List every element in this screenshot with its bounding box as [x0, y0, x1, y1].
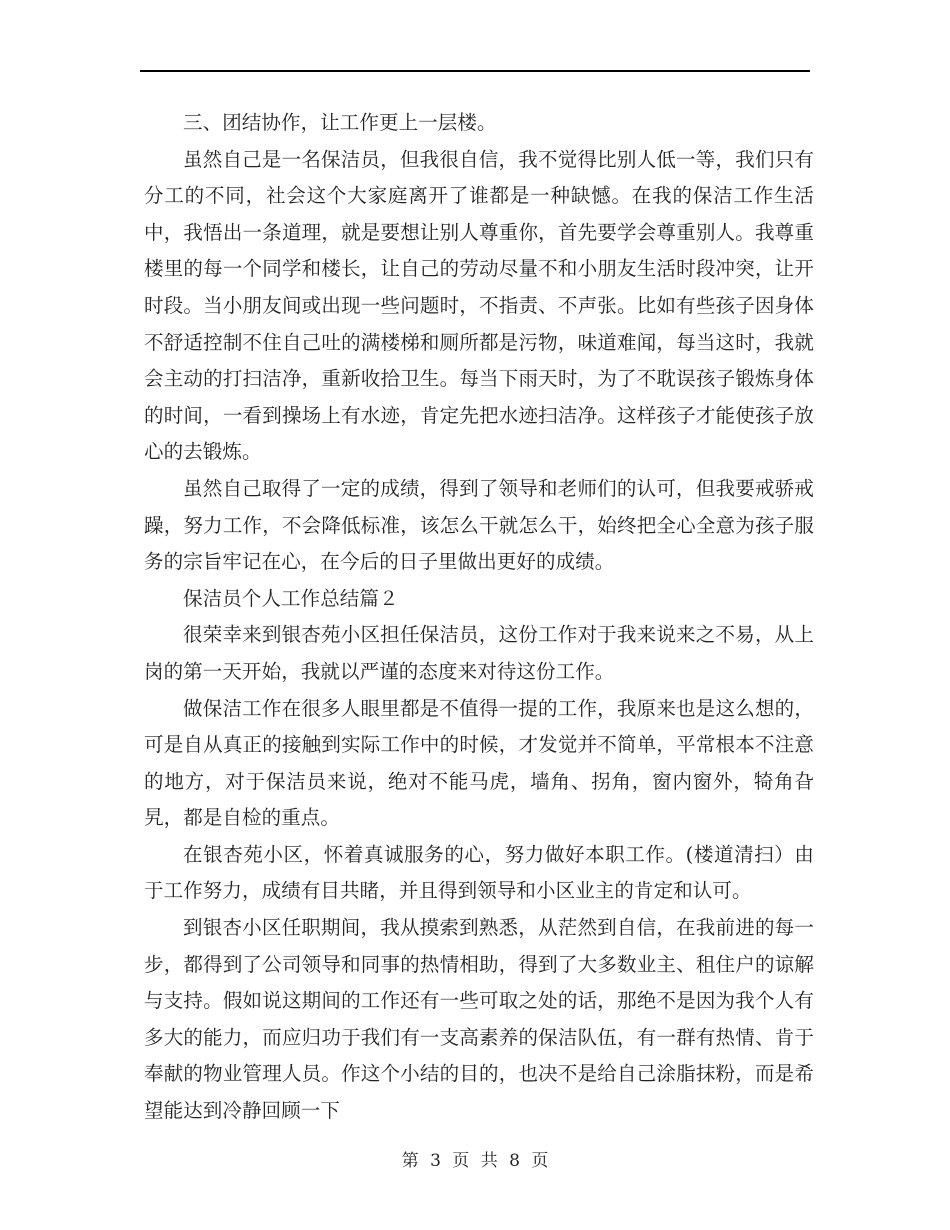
section-heading: 三、团结协作，让工作更上一层楼。	[183, 111, 497, 134]
paragraph: 在银杏苑小区，怀着真诚服务的心，努力做好本职工作。(楼道清扫）由于工作努力，成绩有目共睹，并且得到领导和小区业主的肯定和认可。	[144, 842, 814, 903]
paragraph: 虽然自己取得了一定的成绩，得到了领导和老师们的认可，但我要戒骄戒躁，努力工作，不会降低标准，该怎么干就怎么干，始终把全心全意为孩子服务的宗旨牢记在心，在今后的日子里做出更好的成绩。	[144, 476, 814, 574]
page-number: 第 3 页 共 8 页	[401, 1151, 549, 1171]
header-rule	[140, 70, 810, 72]
paragraph: 做保洁工作在很多人眼里都是不值得一提的工作，我原来也是这么想的，可是自从真正的接触到实际工作中的时候，才发觉并不简单，平常根本不注意的地方，对于保洁员来说，绝对不能马虎，墙角、拐角，窗内窗外，犄角旮旯，都是自检的重点。	[144, 696, 814, 830]
article-heading: 保洁员个人工作总结篇２	[183, 586, 399, 610]
paragraph: 到银杏小区任职期间，我从摸索到熟悉，从茫然到自信，在我前进的每一步，都得到了公司领导和同事的热情相助，得到了大多数业主、租住户的谅解与支持。假如说这期间的工作还有一些可取之处的话，那绝不是因为我个人有多大的能力，而应归功于我们有一支高素养的保洁队伍，有一群有热情、肯于奉献的物业管理人员。作这个小结的目的，也决不是给自己涂脂抹粉，而是希望能达到冷静回顾一下	[144, 916, 814, 1123]
paragraph: 很荣幸来到银杏苑小区担任保洁员，这份工作对于我来说来之不易，从上岗的第一天开始，我就以严谨的态度来对待这份工作。	[144, 623, 814, 683]
document-body	[144, 105, 814, 1130]
paragraph: 虽然自己是一名保洁员，但我很自信，我不觉得比别人低一等，我们只有分工的不同，社会这个大家庭离开了谁都是一种缺憾。在我的保洁工作生活中，我悟出一条道理，就是要想让别人尊重你，首先要学会尊重别人。我尊重楼里的每一个同学和楼长，让自己的劳动尽量不和小朋友生活时段冲突，让开时段。当小朋友间或出现一些问题时，不指责、不声张。比如有些孩子因身体不舒适控制不住自己吐的满楼梯和厕所都是污物，味道难闻，每当这时，我就会主动的打扫洁净，重新收拾卫生。每当下雨天时，为了不耽误孩子锻炼身体的时间，一看到操场上有水迹，肯定先把水迹扫洁净。这样孩子才能使孩子放心的去锻炼。	[144, 147, 814, 464]
